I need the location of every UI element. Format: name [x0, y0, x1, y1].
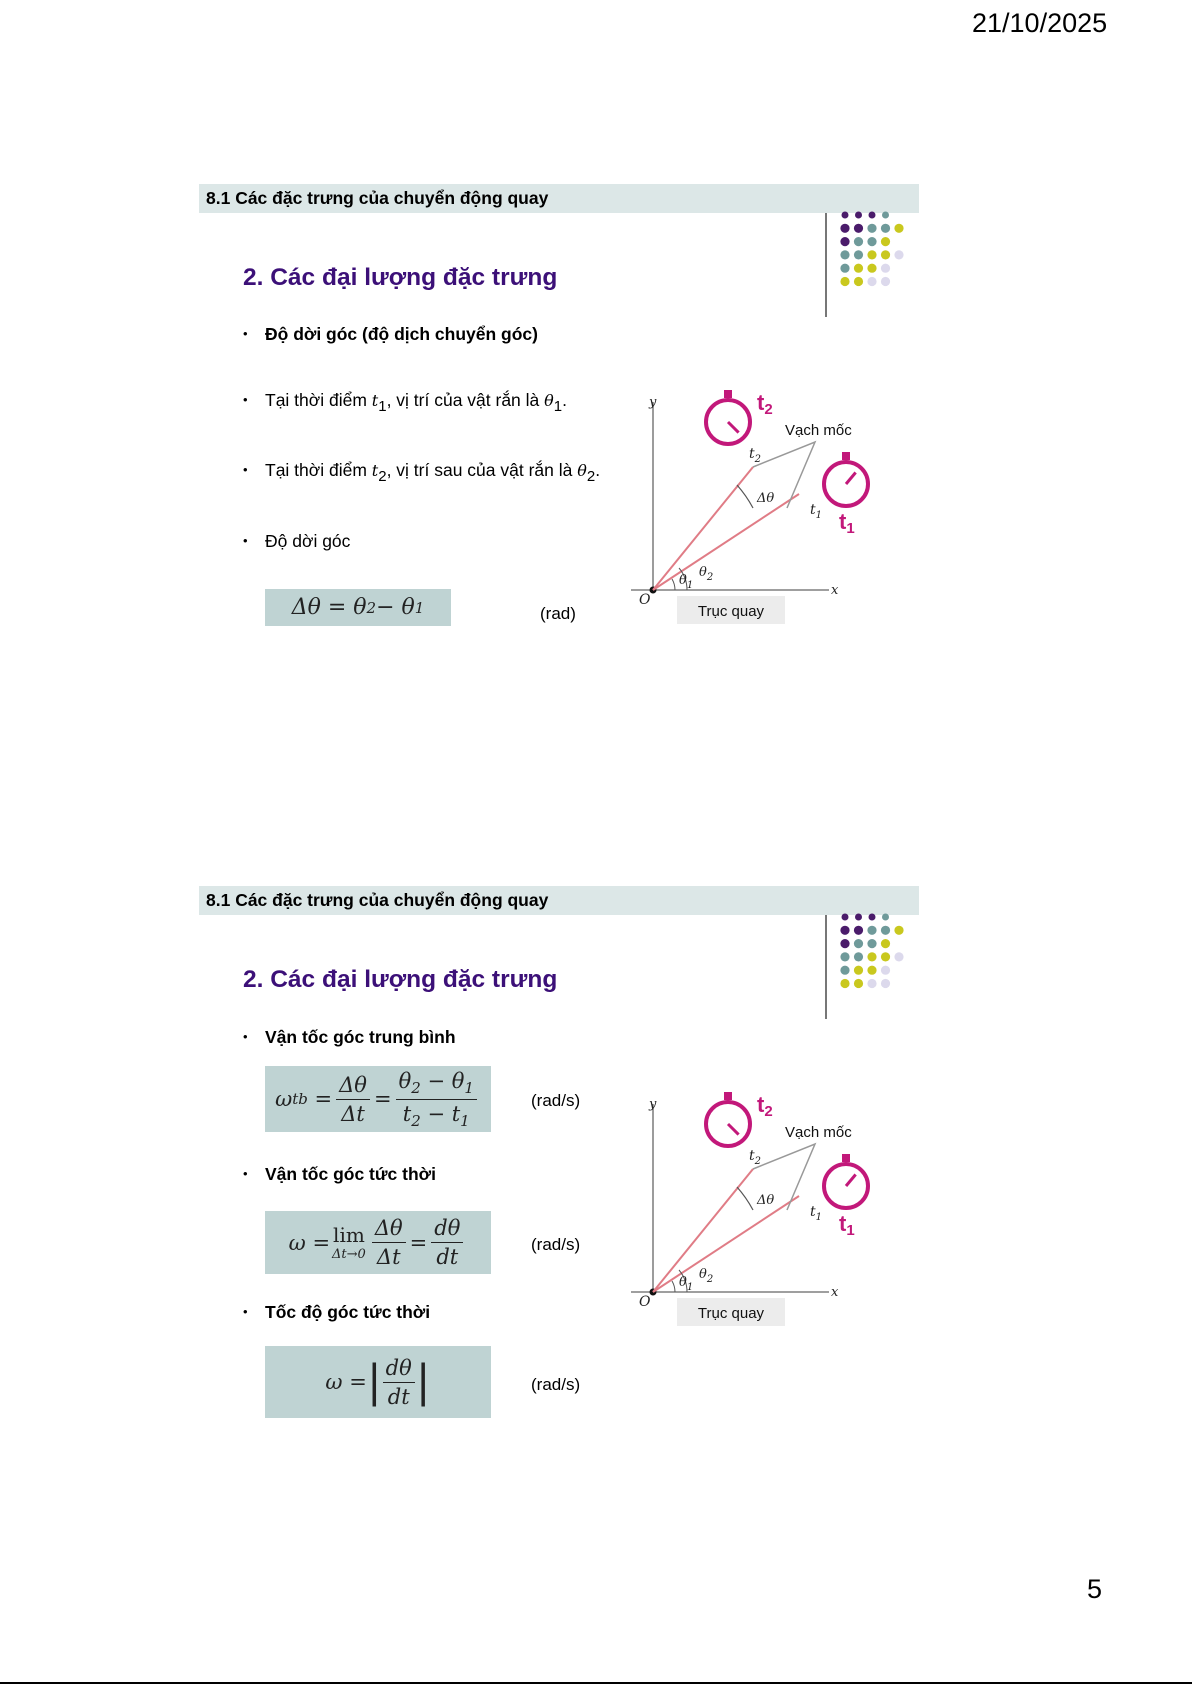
line-t1: [653, 1196, 799, 1292]
delta-theta-arc: [737, 485, 753, 508]
x-axis-label: x: [831, 1285, 839, 1300]
t1-label: $t_1$: [810, 502, 823, 521]
decor-dot: [867, 952, 876, 961]
decor-dot: [854, 979, 863, 988]
decor-dot: [840, 264, 849, 273]
decor-dot: [867, 939, 876, 948]
watch-button: [724, 390, 732, 398]
mark-label: Vạch mốc: [785, 422, 852, 439]
decor-dot: [854, 939, 863, 948]
decor-dot: [867, 926, 876, 935]
t2-label: $t_2$: [749, 1148, 762, 1167]
decor-dot: [855, 914, 862, 921]
slide-header: [199, 184, 919, 213]
slide-header: [199, 886, 919, 915]
decor-dot: [840, 926, 849, 935]
bullet-time-t2: • Tại thời điểm $t_2$, vị trí sau của vật rắn là $\theta_2$.: [243, 460, 601, 485]
decor-dot: [840, 250, 849, 259]
decor-dot: [881, 979, 890, 988]
decor-dot: [855, 212, 862, 219]
decor-dot: [842, 212, 849, 219]
decor-dots: [835, 211, 915, 287]
slide-header-text: 8.1 Các đặc trưng của chuyển động quay: [206, 890, 549, 910]
decor-dot: [854, 250, 863, 259]
decor-dot: [881, 926, 890, 935]
decor-dot: [894, 250, 903, 259]
slide-title: 2. Các đại lượng đặc trưng: [243, 966, 558, 993]
theta1-label: $\theta_1$: [679, 573, 694, 591]
decor-dot: [881, 264, 890, 273]
theta1-label: $\theta_1$: [679, 1275, 694, 1293]
decor-dot: [867, 979, 876, 988]
decor-dot: [867, 264, 876, 273]
origin-label: O: [639, 592, 651, 608]
theta2-label: $\theta_2$: [699, 1267, 714, 1285]
bullet-angular-displacement-label: • Độ dời góc: [243, 531, 351, 551]
decor-dot: [894, 926, 903, 935]
decor-dot: [840, 277, 849, 286]
theta1-arc: [672, 1281, 675, 1292]
decor-dot: [867, 224, 876, 233]
decor-dot: [881, 966, 890, 975]
decor-dot: [854, 237, 863, 246]
rotation-diagram: [629, 384, 919, 644]
bullet-time-t1: • Tại thời điểm $t_1$, vị trí của vật rắn là $\theta_1$.: [243, 390, 567, 415]
delta-theta-label: Δθ: [757, 1193, 775, 1208]
watch-hand: [728, 422, 739, 433]
decor-dot: [854, 264, 863, 273]
axis-label: Trục quay: [697, 1305, 765, 1322]
unit-rad: (rad): [540, 604, 576, 623]
watch-button: [724, 1092, 732, 1100]
formula-delta-theta: Δθ = θ 2 − θ 1: [265, 589, 451, 626]
decor-dot: [867, 966, 876, 975]
badge-t2: t2: [757, 1092, 773, 1120]
watch-hand: [728, 1124, 739, 1135]
badge-t2: t2: [757, 390, 773, 418]
delta-theta-arc: [737, 1187, 753, 1210]
decor-dot: [854, 277, 863, 286]
decor-dot: [867, 250, 876, 259]
decor-dot: [869, 212, 876, 219]
slide-2: [199, 886, 919, 1409]
badge-t1: t1: [839, 1211, 855, 1239]
stopwatch-t2-icon: [706, 1092, 750, 1146]
decor-dot: [842, 914, 849, 921]
decor-dot: [854, 224, 863, 233]
formula-instant-angular-velocity: ω = lim Δt→0 $\frac{\Delta\theta}{\Delta t}$ = $\frac{d\theta}{dt}$: [265, 1211, 491, 1274]
decor-dot: [840, 966, 849, 975]
stopwatch-t1-icon: [824, 1154, 868, 1208]
decor-dot: [881, 952, 890, 961]
decor-dot: [840, 237, 849, 246]
page-bottom-rule: [0, 1682, 1192, 1684]
watch-hand: [846, 1175, 856, 1186]
decor-dot: [840, 939, 849, 948]
badge-t1: t1: [839, 509, 855, 537]
y-axis-label: y: [649, 1097, 657, 1112]
decor-dot: [894, 224, 903, 233]
watch-button: [842, 1154, 850, 1162]
slide-header-text: 8.1 Các đặc trưng của chuyển động quay: [206, 188, 549, 208]
bullet-instant-angular-velocity: • Vận tốc góc tức thời: [243, 1164, 436, 1184]
axis-label: Trục quay: [697, 603, 765, 620]
theta1-arc: [672, 579, 675, 590]
watch-hand: [846, 473, 856, 484]
delta-theta-label: Δθ: [757, 491, 775, 506]
decor-dot: [840, 224, 849, 233]
decor-dot: [881, 224, 890, 233]
stopwatch-t1-icon: [824, 452, 868, 506]
divider: [825, 915, 827, 1019]
bullet-average-angular-velocity: • Vận tốc góc trung bình: [243, 1027, 456, 1047]
decor-dot: [881, 277, 890, 286]
decor-dot: [894, 952, 903, 961]
y-axis-label: y: [649, 395, 657, 410]
slide-title: 2. Các đại lượng đặc trưng: [243, 264, 558, 291]
divider: [825, 213, 827, 317]
theta2-label: $\theta_2$: [699, 565, 714, 583]
t2-label: $t_2$: [749, 446, 762, 465]
bullet-instant-angular-speed: • Tốc độ góc tức thời: [243, 1302, 431, 1322]
stopwatch-t2-icon: [706, 390, 750, 444]
decor-dot: [840, 979, 849, 988]
rotation-diagram: [629, 1086, 919, 1346]
decor-dot: [882, 914, 889, 921]
decor-dot: [881, 939, 890, 948]
mark-label: Vạch mốc: [785, 1124, 852, 1141]
unit-rad-per-s: (rad/s): [531, 1375, 581, 1394]
decor-dot: [840, 952, 849, 961]
formula-average-angular-velocity: ω tb = $\frac{\Delta\theta}{\Delta t}$ = $\frac{\theta_2 - \theta_1}{t_2 - t_1}$: [265, 1066, 491, 1132]
origin-label: O: [639, 1294, 651, 1310]
decor-dot: [881, 250, 890, 259]
line-t1: [653, 494, 799, 590]
decor-dot: [854, 952, 863, 961]
decor-dots: [835, 913, 915, 989]
watch-button: [842, 452, 850, 460]
unit-rad-per-s: (rad/s): [531, 1091, 581, 1110]
decor-dot: [854, 966, 863, 975]
slide-1: [199, 184, 919, 644]
decor-dot: [867, 237, 876, 246]
unit-rad-per-s: (rad/s): [531, 1235, 581, 1254]
decor-dot: [867, 277, 876, 286]
page-number: 5: [1087, 1574, 1103, 1604]
decor-dot: [881, 237, 890, 246]
t1-label: $t_1$: [810, 1204, 823, 1223]
x-axis-label: x: [831, 583, 839, 598]
page-date: 21/10/2025: [972, 8, 1108, 38]
decor-dot: [869, 914, 876, 921]
decor-dot: [854, 926, 863, 935]
decor-dot: [882, 212, 889, 219]
bullet-angular-displacement: • Độ dời góc (độ dịch chuyển góc): [243, 324, 538, 344]
formula-instant-angular-speed: ω = | $\frac{d\theta}{dt}$ |: [265, 1346, 491, 1418]
